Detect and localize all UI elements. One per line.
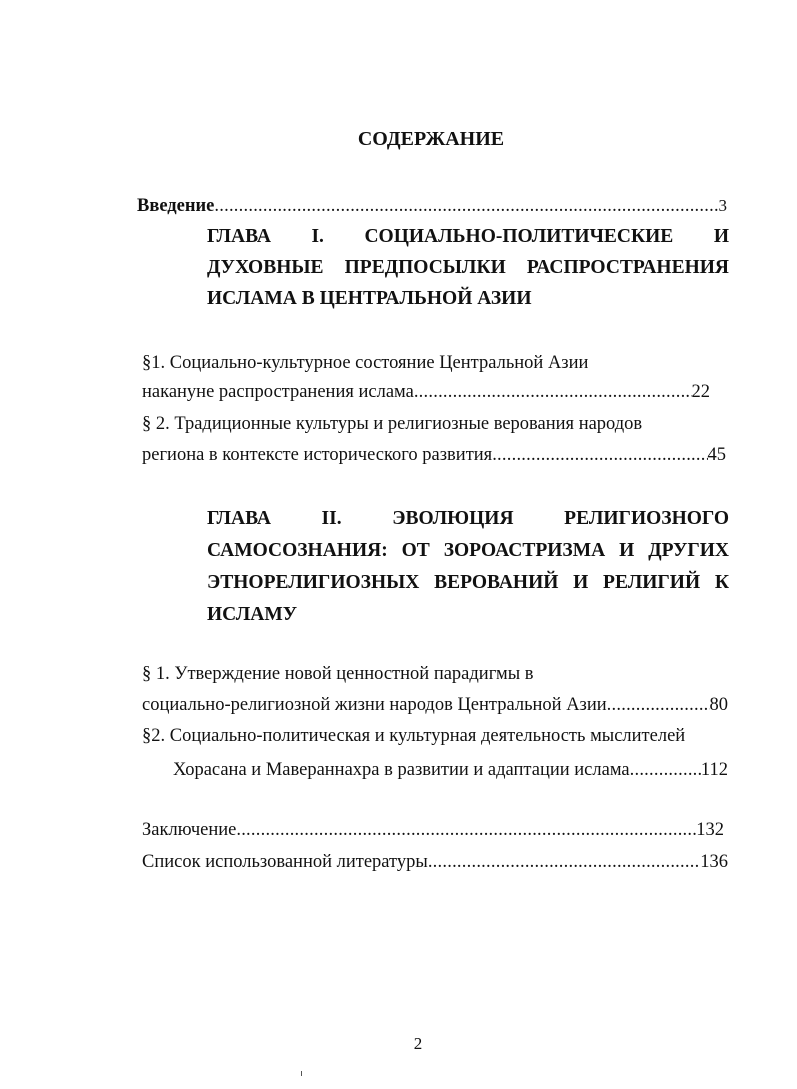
leader-dots bbox=[214, 196, 718, 216]
toc-section-2-1-line[interactable]: § 1. Утверждение новой ценностной парадигмы в bbox=[142, 664, 534, 684]
toc-entry-intro[interactable] bbox=[137, 196, 727, 216]
toc-label: накануне распространения ислама bbox=[142, 382, 414, 402]
toc-entry-section-2-2[interactable] bbox=[173, 760, 728, 780]
toc-label: социально-религиозной жизни народов Центральной Азии bbox=[142, 695, 607, 715]
leader-dots bbox=[607, 695, 710, 715]
toc-entry-section-2-1[interactable] bbox=[142, 695, 728, 715]
chapter-1-title-line[interactable]: ДУХОВНЫЕ ПРЕДПОСЫЛКИ РАСПРОСТРАНЕНИЯ bbox=[207, 257, 729, 278]
chapter-1-title-line[interactable]: ГЛАВА I. СОЦИАЛЬНО-ПОЛИТИЧЕСКИЕ И bbox=[207, 226, 729, 247]
leader-dots bbox=[236, 820, 696, 840]
toc-section-1-1-line[interactable]: §1. Социально-культурное состояние Центральной Азии bbox=[142, 353, 589, 373]
toc-entry-section-1-1[interactable] bbox=[142, 382, 710, 402]
leader-dots bbox=[414, 382, 692, 402]
toc-label: Заключение bbox=[142, 820, 237, 840]
toc-page: 45 bbox=[707, 445, 726, 465]
toc-page: 136 bbox=[700, 852, 728, 872]
scan-mark bbox=[301, 1071, 302, 1076]
leader-dots bbox=[630, 760, 701, 780]
chapter-2-title-line[interactable]: ИСЛАМУ bbox=[207, 604, 298, 625]
chapter-2-title-line[interactable]: ЭТНОРЕЛИГИОЗНЫХ ВЕРОВАНИЙ И РЕЛИГИЙ К bbox=[207, 572, 729, 593]
toc-section-1-2-line[interactable]: § 2. Традиционные культуры и религиозные верования народов bbox=[142, 414, 643, 434]
page-number: 2 bbox=[413, 1034, 423, 1053]
chapter-1-title-line[interactable]: ИСЛАМА В ЦЕНТРАЛЬНОЙ АЗИИ bbox=[207, 288, 532, 309]
toc-page: 132 bbox=[696, 820, 724, 840]
leader-dots bbox=[492, 445, 707, 465]
toc-entry-bibliography[interactable] bbox=[142, 852, 728, 872]
toc-page: 80 bbox=[709, 695, 728, 715]
toc-section-2-2-line[interactable]: §2. Социально-политическая и культурная деятельность мыслителей bbox=[142, 726, 686, 746]
toc-label: Список использованной литературы bbox=[142, 852, 428, 872]
toc-label: Введение bbox=[137, 196, 215, 216]
leader-dots bbox=[428, 852, 700, 872]
toc-entry-section-1-2[interactable] bbox=[142, 445, 726, 465]
toc-label: Хорасана и Мавераннахра в развитии и адаптации ислама bbox=[173, 760, 630, 780]
page-title: СОДЕРЖАНИЕ bbox=[357, 128, 505, 150]
toc-page: 3 bbox=[718, 196, 727, 215]
toc-entry-conclusion[interactable] bbox=[142, 820, 724, 840]
chapter-2-title-line[interactable]: САМОСОЗНАНИЯ: ОТ ЗОРОАСТРИЗМА И ДРУГИХ bbox=[207, 540, 729, 561]
toc-label: региона в контексте исторического развития bbox=[142, 445, 493, 465]
toc-page: 112 bbox=[700, 760, 728, 780]
chapter-2-title-line[interactable]: ГЛАВА II. ЭВОЛЮЦИЯ РЕЛИГИОЗНОГО bbox=[207, 508, 729, 529]
toc-page: 22 bbox=[691, 382, 710, 402]
